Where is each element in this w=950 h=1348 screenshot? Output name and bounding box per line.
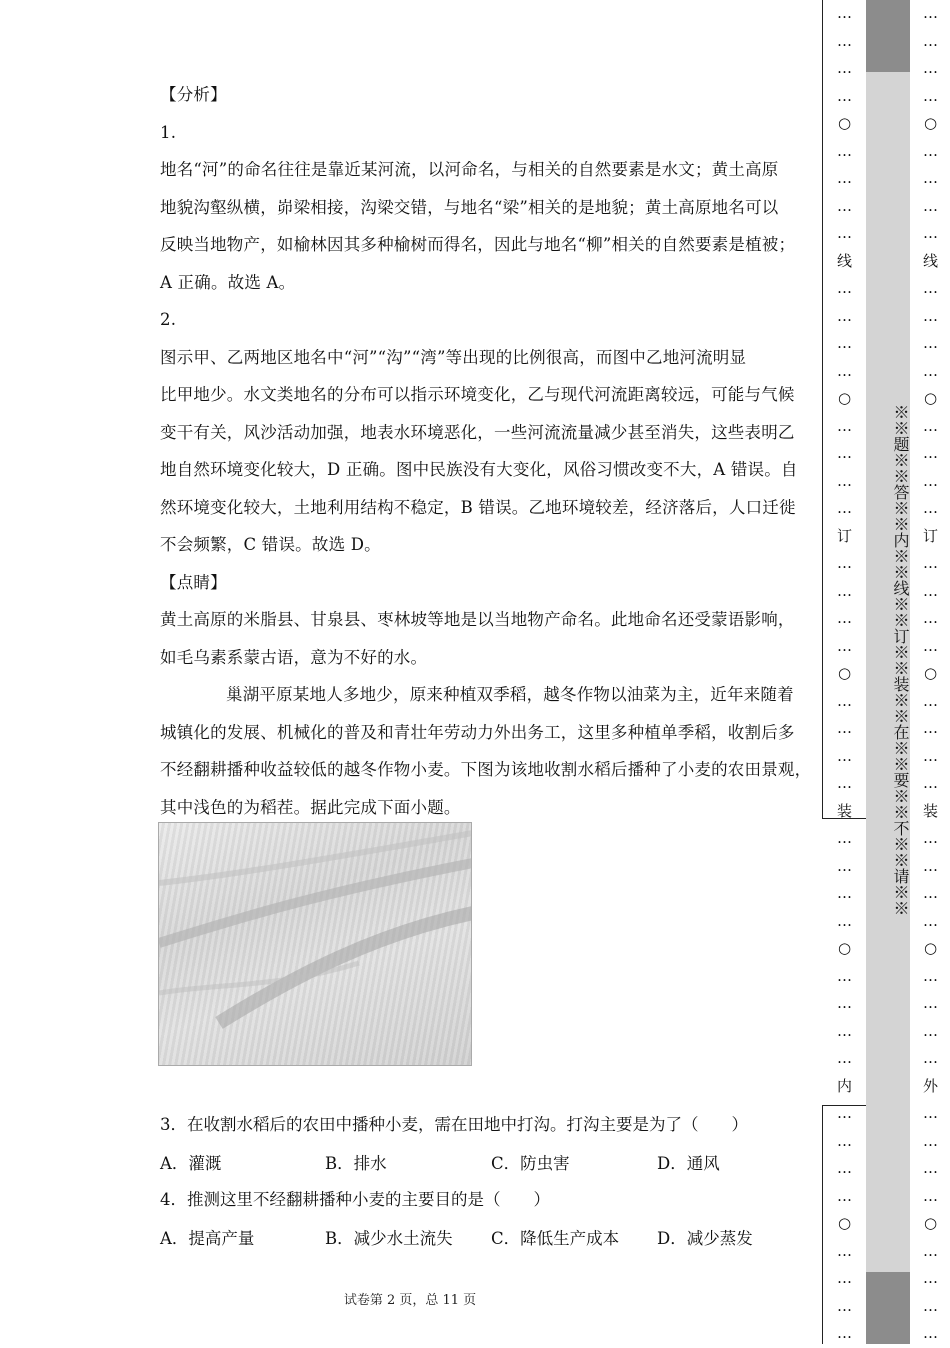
comment-header: 【点睛】: [160, 572, 227, 592]
binding-dots: …: [837, 1241, 853, 1260]
binding-edge-line: [822, 0, 823, 818]
binding-dots: …: [923, 884, 939, 902]
binding-warning-text: ※※题※※答※※内※※线※※订※※装※※在※※要※※不※※请※※: [891, 404, 910, 916]
binding-dots: …: [923, 1049, 939, 1067]
binding-label: 内: [836, 1076, 853, 1095]
binding-dots: …: [837, 1269, 853, 1287]
binding-dots: …: [923, 911, 939, 930]
binding-dots: …: [923, 224, 939, 242]
binding-dots: …: [837, 416, 853, 435]
binding-circle: ○: [837, 664, 853, 682]
binding-dots: …: [923, 31, 939, 50]
binding-dots: …: [923, 636, 939, 655]
binding-dots: …: [923, 86, 939, 105]
binding-dots: …: [837, 86, 853, 105]
binding-dots: …: [837, 196, 853, 215]
question-4-stem: 4．推测这里不经翻耕播种小麦的主要目的是（ ）: [160, 1190, 550, 1209]
q2-text-line: 变干有关，风沙活动加强，地表水环境恶化，一些河流流量减少甚至消失，这些表明乙: [160, 422, 795, 442]
binding-dots: …: [923, 279, 939, 297]
q4-option-b: B．减少水土流失: [325, 1229, 453, 1248]
binding-dots: …: [837, 169, 853, 187]
binding-dots: …: [923, 1131, 939, 1150]
binding-dots: …: [837, 911, 853, 930]
q1-text-line: 地名“河”的命名往往是靠近某河流，以河命名，与相关的自然要素是水文；黄土高原: [160, 160, 779, 179]
binding-circle: ○: [923, 114, 939, 132]
binding-dots: …: [923, 416, 939, 435]
comment-text-line: 如毛乌素系蒙古语，意为不好的水。: [160, 647, 428, 667]
binding-dots: …: [837, 1324, 853, 1342]
q1-number: 1.: [160, 122, 177, 142]
q2-text-line: 比甲地少。水文类地名的分布可以指示环境变化，乙与现代河流距离较远，可能与气候: [160, 385, 795, 404]
binding-dots: …: [837, 581, 853, 600]
binding-dots: …: [837, 554, 853, 572]
analysis-header: 【分析】: [160, 85, 227, 104]
q1-text-line: A 正确。故选 A。: [160, 272, 296, 292]
binding-label: 外: [922, 1076, 939, 1095]
binding-dots: …: [923, 1324, 939, 1342]
q4-option-c: C．降低生产成本: [491, 1229, 620, 1248]
binding-circle: ○: [837, 114, 853, 132]
q2-text-line: 图示甲、乙两地区地名中“河”“沟”“湾”等出现的比例很高，而图中乙地河流明显: [160, 347, 747, 367]
binding-circle: ○: [837, 939, 853, 957]
q3-option-b: B．排水: [325, 1154, 387, 1173]
binding-circle: ○: [923, 939, 939, 957]
question-3-stem: 3．在收割水稻后的农田中播种小麦，需在田地中打沟。打沟主要是为了（ ）: [160, 1115, 748, 1134]
binding-label: 订: [922, 526, 939, 545]
binding-dots: …: [923, 169, 939, 187]
binding-dots: …: [837, 719, 853, 737]
q2-text-line: 不会频繁，C 错误。故选 D。: [160, 535, 381, 554]
comment-text-line: 黄土高原的米脂县、甘泉县、枣林坡等地是以当地物产命名。此地命名还受蒙语影响，: [160, 610, 795, 629]
q3-option-a: A．灌溉: [160, 1154, 222, 1173]
binding-dots: …: [923, 59, 939, 77]
binding-dots: …: [837, 884, 853, 902]
passage-line: 其中浅色的为稻茬。据此完成下面小题。: [160, 797, 461, 817]
binding-dots: …: [923, 554, 939, 572]
binding-dots: …: [837, 279, 853, 297]
q4-option-a: A．提高产量: [160, 1229, 255, 1248]
binding-dots: …: [923, 1269, 939, 1287]
q3-option-d: D．通风: [657, 1154, 720, 1173]
q1-text-line: 地貌沟壑纵横，峁梁相接，沟梁交错，与地名“梁”相关的是地貌；黄土高原地名可以: [160, 197, 779, 217]
binding-dots: …: [923, 4, 939, 22]
binding-dots: …: [923, 856, 939, 875]
binding-dots: …: [837, 306, 853, 325]
binding-dots: …: [837, 499, 853, 517]
binding-dots: …: [923, 994, 939, 1012]
binding-dark-band-top: [866, 0, 910, 72]
binding-circle: ○: [923, 1214, 939, 1232]
q4-option-d: D．减少蒸发: [657, 1229, 753, 1248]
binding-label: 装: [922, 801, 939, 820]
binding-dots: …: [837, 609, 853, 627]
binding-dots: …: [837, 444, 853, 462]
binding-dots: …: [923, 691, 939, 710]
binding-dots: …: [923, 471, 939, 490]
outer-binding-column: [912, 0, 950, 1344]
rice-stubble-field-photo: [158, 822, 472, 1066]
page-footer: 试卷第 2 页，总 11 页: [343, 1293, 477, 1308]
binding-dots: …: [923, 1104, 939, 1122]
binding-dots: …: [837, 1049, 853, 1067]
analysis-section: [160, 76, 812, 826]
binding-dots: …: [923, 334, 939, 352]
binding-dark-band-bottom: [866, 1272, 910, 1344]
binding-dots: …: [837, 994, 853, 1012]
binding-circle: ○: [923, 664, 939, 682]
binding-dots: …: [837, 224, 853, 242]
binding-dots: …: [837, 1131, 853, 1150]
q2-number: 2.: [160, 310, 177, 329]
binding-dots: …: [923, 196, 939, 215]
binding-dots: …: [837, 1296, 853, 1315]
binding-dots: …: [837, 691, 853, 710]
binding-dots: …: [923, 719, 939, 737]
passage-line: 城镇化的发展、机械化的普及和青壮年劳动力外出务工，这里多种植单季稻，收割后多: [160, 722, 795, 742]
passage-line: 巢湖平原某地人多地少，原来种植双季稻，越冬作物以油菜为主，近年来随着: [226, 685, 794, 704]
binding-dots: …: [837, 1159, 853, 1177]
binding-circle: ○: [923, 389, 939, 407]
binding-circle: ○: [837, 389, 853, 407]
binding-circle: ○: [837, 1214, 853, 1232]
binding-dots: …: [923, 306, 939, 325]
q1-text-line: 反映当地物产，如榆林因其多种榆树而得名，因此与地名“柳”相关的自然要素是植被；: [160, 235, 796, 254]
binding-dots: …: [837, 141, 853, 160]
binding-label: 线: [922, 251, 939, 270]
binding-dots: …: [923, 361, 939, 380]
binding-dots: …: [837, 361, 853, 380]
binding-label: 订: [836, 526, 853, 545]
binding-dots: …: [837, 829, 853, 847]
field-texture: [159, 823, 472, 1066]
binding-dots: …: [923, 499, 939, 517]
binding-label: 装: [836, 801, 853, 820]
binding-dots: …: [923, 746, 939, 765]
binding-dots: …: [837, 636, 853, 655]
q3-option-c: C．防虫害: [491, 1154, 570, 1173]
inner-binding-column: [826, 0, 864, 1344]
binding-dots: …: [923, 1241, 939, 1260]
q2-text-line: 然环境变化较大，土地利用结构不稳定，B 错误。乙地环境较差，经济落后，人口迁徙: [160, 497, 796, 517]
binding-dots: …: [923, 829, 939, 847]
binding-dots: …: [837, 334, 853, 352]
binding-edge-line: [822, 1105, 823, 1344]
binding-dots: …: [923, 1186, 939, 1205]
binding-dots: …: [837, 59, 853, 77]
binding-dots: …: [923, 1021, 939, 1040]
binding-dots: …: [837, 966, 853, 985]
binding-dots: …: [837, 1186, 853, 1205]
q2-text-line: 地自然环境变化较大，D 正确。图中民族没有大变化，风俗习惯改变不大，A 错误。自: [160, 460, 798, 479]
binding-label: 线: [836, 251, 853, 270]
binding-dots: …: [923, 774, 939, 792]
binding-dots: …: [837, 31, 853, 50]
binding-dots: …: [837, 1021, 853, 1040]
binding-dots: …: [837, 746, 853, 765]
binding-dots: …: [923, 966, 939, 985]
binding-dots: …: [837, 856, 853, 875]
binding-dots: …: [923, 1296, 939, 1315]
binding-dots: …: [837, 4, 853, 22]
binding-dots: …: [923, 1159, 939, 1177]
binding-dots: …: [923, 444, 939, 462]
binding-dots: …: [923, 609, 939, 627]
binding-dots: …: [837, 471, 853, 490]
binding-dots: …: [837, 774, 853, 792]
binding-dots: …: [923, 141, 939, 160]
binding-dots: …: [837, 1104, 853, 1122]
binding-dots: …: [923, 581, 939, 600]
passage-line: 不经翻耕播种收益较低的越冬作物小麦。下图为该地收割水稻后播种了小麦的农田景观，: [160, 760, 812, 779]
